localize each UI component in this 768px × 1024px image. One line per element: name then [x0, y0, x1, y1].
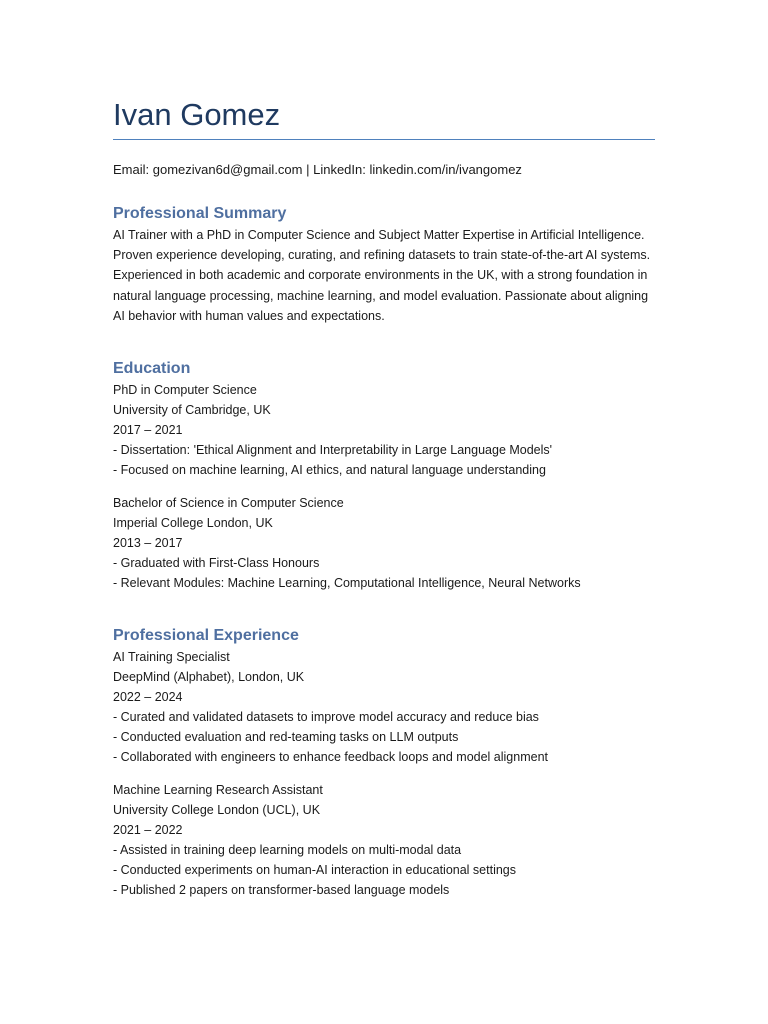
- resume-content: [113, 96, 655, 900]
- summary-section: [113, 203, 655, 326]
- education-entry: [113, 380, 655, 480]
- education-entry: [113, 493, 655, 593]
- bullet: - Conducted experiments on human-AI interaction in educational settings: [113, 863, 517, 878]
- summary-text: AI Trainer with a PhD in Computer Science and Subject Matter Expertise in Artificial Intelligence. Proven experience developing, curating, and refining datasets to train state-of-the-art AI systems. Experienced in both academic and corporate environments in the UK, with a strong foundation in natural language processing, machine learning, and model evaluation. Passionate about aligning AI behavior with human values and expectations.: [113, 228, 651, 323]
- summary-heading: Professional Summary: [113, 205, 287, 222]
- role: Machine Learning Research Assistant: [113, 783, 323, 798]
- institution: Imperial College London, UK: [113, 516, 273, 531]
- experience-entry: [113, 780, 655, 900]
- candidate-name: Ivan Gomez: [113, 97, 281, 132]
- header-divider: [113, 139, 655, 140]
- company: DeepMind (Alphabet), London, UK: [113, 670, 305, 685]
- education-section: [113, 358, 655, 593]
- bullet: - Collaborated with engineers to enhance feedback loops and model alignment: [113, 750, 549, 765]
- years: 2013 – 2017: [113, 536, 183, 551]
- bullet: - Curated and validated datasets to improve model accuracy and reduce bias: [113, 710, 539, 725]
- experience-section: [113, 625, 655, 900]
- company: University College London (UCL), UK: [113, 803, 321, 818]
- experience-entry: [113, 647, 655, 767]
- bullet: - Focused on machine learning, AI ethics, and natural language understanding: [113, 463, 546, 478]
- degree: PhD in Computer Science: [113, 383, 257, 398]
- bullet: - Assisted in training deep learning models on multi-modal data: [113, 843, 462, 858]
- years: 2022 – 2024: [113, 690, 183, 705]
- education-heading: Education: [113, 360, 191, 378]
- bullet: - Graduated with First-Class Honours: [113, 556, 320, 571]
- experience-heading: Professional Experience: [113, 627, 299, 645]
- institution: University of Cambridge, UK: [113, 403, 271, 418]
- years: 2021 – 2022: [113, 823, 183, 838]
- bullet: - Relevant Modules: Machine Learning, Computational Intelligence, Neural Networks: [113, 576, 581, 591]
- degree: Bachelor of Science in Computer Science: [113, 496, 344, 511]
- bullet: - Dissertation: 'Ethical Alignment and Interpretability in Large Language Models': [113, 443, 553, 458]
- years: 2017 – 2021: [113, 423, 183, 438]
- bullet: - Conducted evaluation and red-teaming tasks on LLM outputs: [113, 730, 459, 745]
- bullet: - Published 2 papers on transformer-based language models: [113, 883, 450, 898]
- contact-line: Email: gomezivan6d@gmail.com | LinkedIn: linkedin.com/in/ivangomez: [113, 162, 522, 177]
- role: AI Training Specialist: [113, 650, 230, 665]
